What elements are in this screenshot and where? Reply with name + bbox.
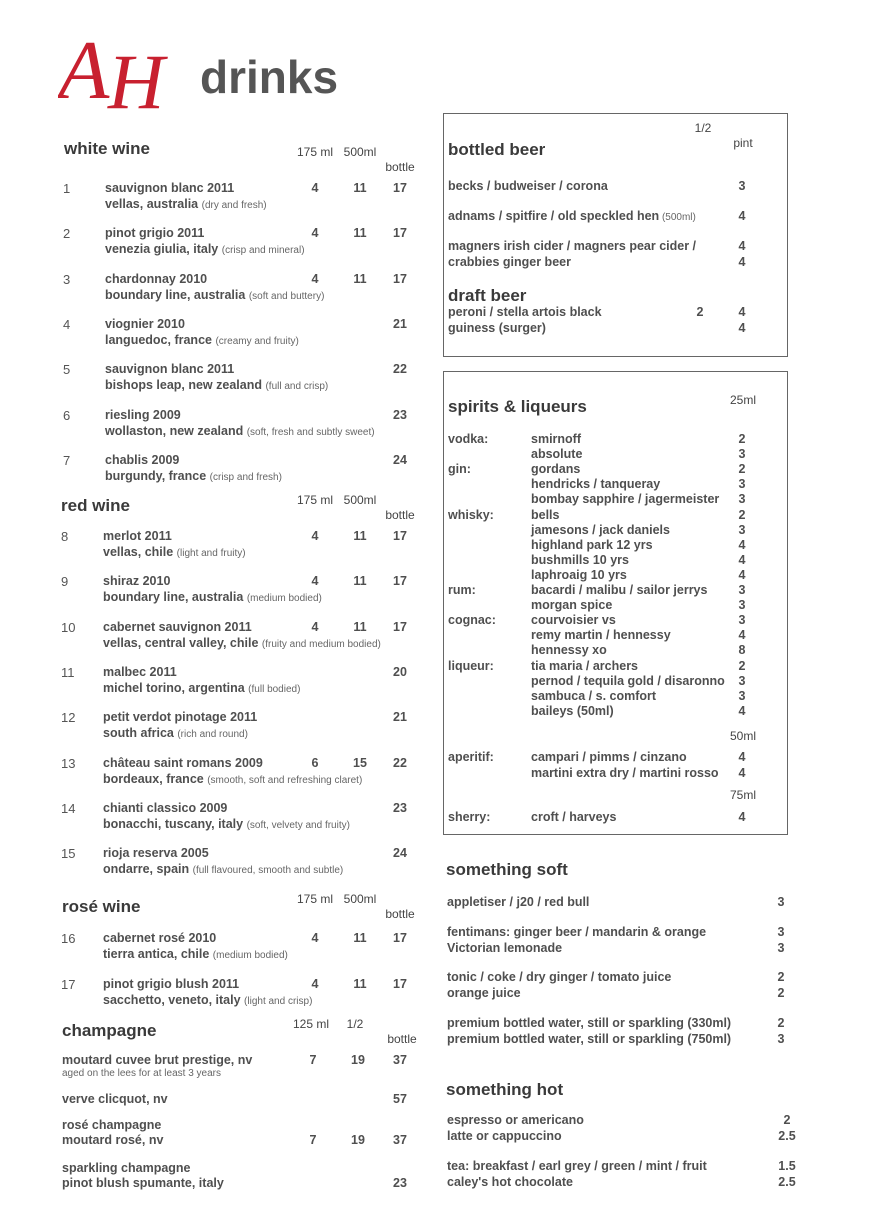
wine-origin: michel torino, argentina (full bodied)	[103, 680, 301, 695]
measure-75ml: 75ml	[729, 788, 756, 802]
spirit-name: pernod / tequila gold / disaronno	[531, 673, 725, 688]
price-flute: 7	[309, 1133, 317, 1147]
spirit-category: whisky:	[448, 507, 494, 522]
price-carafe: 11	[353, 529, 367, 543]
col-header-bottle: bottle	[385, 508, 415, 522]
price-carafe: 11	[353, 931, 367, 945]
price: 2.5	[778, 1174, 796, 1189]
section-heading: spirits & liqueurs	[448, 397, 587, 416]
spirit-name: courvoisier vs	[531, 613, 616, 628]
price-bottle: 17	[393, 529, 407, 543]
price-carafe: 15	[353, 755, 367, 770]
wine-name: shiraz 2010	[103, 574, 171, 589]
wine-origin: boundary line, australia (soft and buttery)	[105, 287, 325, 302]
champagne-name: moutard cuvee brut prestige, nv	[62, 1053, 253, 1067]
col-header-half-bottle: 1/2	[346, 1017, 364, 1031]
soft-drink-name: premium bottled water, still or sparkling (330ml)	[447, 1016, 732, 1030]
section-heading: red wine	[61, 496, 130, 515]
col-header-carafe: 500ml	[343, 493, 377, 507]
spirit-name: highland park 12 yrs	[531, 537, 653, 552]
col-header-flute: 125 ml	[292, 1017, 330, 1031]
price-25ml: 2	[738, 658, 746, 673]
section-heading: draft beer	[448, 286, 527, 305]
spirit-name: bacardi / malibu / sailor jerrys	[531, 583, 708, 597]
price-bottle: 17	[393, 271, 407, 286]
hot-drink-name: caley's hot chocolate	[447, 1174, 573, 1189]
measure-25ml: 25ml	[729, 393, 756, 407]
wine-name: chablis 2009	[105, 452, 180, 467]
price-bottle: 17	[393, 226, 407, 241]
section-heading: something soft	[446, 860, 568, 879]
col-header-carafe: 500ml	[343, 892, 377, 906]
wine-origin: bonacchi, tuscany, italy (soft, velvety and fruity)	[103, 816, 350, 831]
wine-name: sauvignon blanc 2011	[105, 362, 235, 377]
beer-name: crabbies ginger beer	[448, 255, 571, 269]
section-heading: champagne	[62, 1021, 157, 1040]
price: 2.5	[778, 1128, 796, 1143]
page-title: drinks	[200, 51, 339, 103]
beer-name: adnams / spitfire / old speckled hen (500ml)	[448, 209, 696, 223]
price-bottle: 21	[393, 710, 407, 725]
wine-name: malbec 2011	[103, 664, 177, 679]
price-25ml: 3	[738, 492, 746, 507]
price: 2	[777, 970, 785, 984]
spirit-name: bells	[531, 507, 560, 522]
beer-name: peroni / stella artois black	[448, 305, 602, 319]
price-glass: 4	[311, 976, 319, 991]
price-bottle: 17	[393, 931, 407, 945]
wine-origin: boundary line, australia (medium bodied)	[103, 590, 322, 605]
spirit-name: remy martin / hennessy	[531, 628, 671, 643]
price-bottle: 24	[393, 846, 407, 861]
col-header-glass: 175 ml	[296, 145, 334, 159]
wine-origin: burgundy, france (crisp and fresh)	[105, 468, 282, 483]
spirit-name: smirnoff	[531, 432, 581, 446]
item-number: 16	[61, 931, 76, 946]
spirit-name: baileys (50ml)	[531, 703, 614, 718]
spirit-name: jamesons / jack daniels	[531, 522, 670, 537]
spirit-category: cognac:	[448, 613, 496, 628]
price-half-bottle: 19	[351, 1053, 365, 1067]
wine-name: chardonnay 2010	[105, 271, 208, 286]
champagne-category: rosé champagne	[62, 1118, 162, 1132]
price-pint: 4	[738, 305, 746, 319]
item-number: 4	[63, 316, 71, 332]
price-25ml: 3	[738, 598, 746, 613]
price-25ml: 4	[738, 703, 746, 718]
beer-name: becks / budweiser / corona	[448, 179, 608, 193]
price: 3	[777, 940, 785, 955]
price-bottle: 23	[393, 1176, 407, 1190]
logo-letter-h: H	[108, 38, 165, 118]
price: 1.5	[778, 1159, 796, 1173]
price-pint: 4	[738, 209, 746, 223]
price-glass: 6	[311, 755, 319, 770]
price-bottle: 17	[393, 976, 407, 991]
soft-drink-name: tonic / coke / dry ginger / tomato juice	[447, 970, 672, 984]
price-half-bottle: 19	[351, 1133, 365, 1147]
price-bottle: 24	[393, 452, 407, 467]
spirit-name: laphroaig 10 yrs	[531, 567, 627, 582]
price-carafe: 11	[353, 619, 367, 634]
price-bottle: 23	[393, 407, 407, 422]
price-pint: 4	[738, 321, 746, 335]
champagne-name: moutard rosé, nv	[62, 1133, 164, 1147]
price-carafe: 11	[353, 271, 367, 286]
item-number: 14	[61, 800, 76, 816]
section-heading: rosé wine	[62, 897, 141, 916]
beer-name: magners irish cider / magners pear cider /	[448, 239, 697, 253]
spirit-category: sherry:	[448, 810, 491, 824]
section-heading: white wine	[64, 139, 150, 158]
wine-name: château saint romans 2009	[103, 755, 263, 770]
price-bottle: 21	[393, 316, 407, 331]
col-header-carafe: 500ml	[343, 145, 377, 159]
wine-origin: bishops leap, new zealand (full and crisp)	[105, 378, 329, 393]
col-header-bottle: bottle	[385, 160, 415, 174]
champagne-note: aged on the lees for at least 3 years	[62, 1068, 221, 1079]
item-number: 7	[63, 452, 71, 468]
item-number: 3	[63, 271, 71, 287]
price-bottle: 37	[393, 1053, 407, 1067]
col-header-glass: 175 ml	[296, 493, 334, 507]
price-pint: 3	[738, 179, 746, 193]
wine-name: cabernet sauvignon 2011	[103, 619, 252, 634]
price-bottle: 17	[393, 619, 407, 634]
item-number: 13	[61, 755, 76, 771]
ah-logo	[58, 18, 208, 118]
price: 3	[777, 1031, 785, 1046]
wine-origin: sacchetto, veneto, italy (light and crisp)	[103, 992, 313, 1007]
price-carafe: 11	[353, 226, 367, 241]
wine-name: riesling 2009	[105, 407, 181, 422]
price: 2	[777, 985, 785, 1000]
price: 3	[777, 925, 785, 939]
champagne-category: sparkling champagne	[62, 1161, 191, 1175]
spirit-name: tia maria / archers	[531, 658, 639, 673]
soft-drink-name: fentimans: ginger beer / mandarin & orange	[447, 925, 707, 939]
logo-letter-a: A	[58, 24, 110, 117]
price-50ml: 4	[738, 765, 746, 780]
item-number: 15	[61, 846, 76, 862]
price-25ml: 4	[738, 567, 746, 582]
price-glass: 4	[311, 931, 319, 945]
section-heading: something hot	[446, 1080, 564, 1099]
spirit-name: martini extra dry / martini rosso	[531, 765, 719, 780]
spirit-name: hennessy xo	[531, 643, 607, 658]
price-25ml: 4	[738, 628, 746, 643]
soft-drink-name: Victorian lemonade	[447, 940, 563, 955]
price-50ml: 4	[738, 750, 746, 764]
champagne-name: pinot blush spumante, italy	[62, 1176, 224, 1190]
hot-drink-name: tea: breakfast / earl grey / green / mint / fruit	[447, 1159, 707, 1173]
item-number: 6	[63, 407, 71, 423]
wine-origin: ondarre, spain (full flavoured, smooth and subtle)	[103, 862, 344, 877]
price-25ml: 2	[738, 432, 746, 446]
wine-origin: bordeaux, france (smooth, soft and refreshing claret)	[103, 771, 363, 786]
col-header-bottle: bottle	[385, 907, 415, 921]
item-number: 1	[63, 181, 71, 196]
price-glass: 4	[311, 181, 319, 195]
item-number: 2	[63, 226, 71, 242]
price: 2	[777, 1016, 785, 1030]
price-carafe: 11	[353, 976, 367, 991]
item-number: 9	[61, 574, 69, 590]
wine-origin: venezia giulia, italy (crisp and mineral)	[105, 242, 305, 257]
spirit-name: croft / harveys	[531, 810, 617, 824]
price-bottle: 37	[393, 1133, 407, 1147]
wine-origin: vellas, central valley, chile (fruity and medium bodied)	[103, 635, 381, 650]
spirit-name: campari / pimms / cinzano	[531, 750, 687, 764]
wine-name: sauvignon blanc 2011	[105, 181, 235, 195]
price-bottle: 22	[393, 755, 407, 770]
col-header-glass: 175 ml	[296, 892, 334, 906]
price-flute: 7	[309, 1053, 317, 1067]
wine-name: merlot 2011	[103, 529, 172, 543]
spirit-category: vodka:	[448, 432, 489, 446]
wine-origin: wollaston, new zealand (soft, fresh and subtly sweet)	[105, 423, 375, 438]
wine-origin: vellas, australia (dry and fresh)	[105, 197, 267, 211]
price-25ml: 2	[738, 462, 746, 477]
measure-50ml: 50ml	[729, 729, 756, 743]
wine-origin: tierra antica, chile (medium bodied)	[103, 947, 288, 961]
item-number: 12	[61, 710, 76, 726]
section-heading: bottled beer	[448, 140, 546, 159]
price-25ml: 8	[738, 643, 746, 658]
spirit-category: liqueur:	[448, 658, 494, 673]
wine-name: cabernet rosé 2010	[103, 931, 217, 945]
price-bottle: 23	[393, 800, 407, 815]
price-25ml: 3	[738, 583, 746, 597]
item-number: 5	[63, 362, 71, 378]
col-header-pint: pint	[733, 136, 753, 150]
col-header-bottle: bottle	[387, 1032, 417, 1046]
price-glass: 4	[311, 271, 319, 286]
price-25ml: 3	[738, 688, 746, 703]
item-number: 10	[61, 619, 76, 635]
spirit-name: absolute	[531, 447, 583, 462]
item-number: 11	[61, 664, 75, 680]
wine-origin: languedoc, france (creamy and fruity)	[105, 332, 299, 347]
price-25ml: 2	[738, 507, 746, 522]
wine-name: chianti classico 2009	[103, 800, 228, 815]
soft-drink-name: appletiser / j20 / red bull	[447, 895, 590, 909]
spirit-name: bushmills 10 yrs	[531, 552, 629, 567]
item-number: 8	[61, 529, 69, 544]
price-bottle: 20	[393, 664, 407, 679]
price-glass: 4	[311, 619, 319, 634]
soft-drink-name: orange juice	[447, 985, 521, 1000]
spirit-name: hendricks / tanqueray	[531, 477, 661, 492]
beer-name: guiness (surger)	[448, 321, 546, 335]
price-25ml: 3	[738, 673, 746, 688]
spirit-name: gordans	[531, 462, 581, 477]
price-25ml: 3	[738, 477, 746, 492]
price-25ml: 3	[738, 447, 746, 462]
wine-name: pinot grigio 2011	[105, 226, 205, 241]
price-25ml: 4	[738, 537, 746, 552]
hot-drink-name: latte or cappuccino	[447, 1128, 562, 1143]
price-glass: 4	[311, 574, 319, 589]
champagne-name: verve clicquot, nv	[62, 1092, 168, 1106]
spirit-name: sambuca / s. comfort	[531, 688, 657, 703]
price-25ml: 3	[738, 522, 746, 537]
col-header-half-pint: 1/2	[694, 121, 712, 135]
price-pint: 4	[738, 239, 746, 253]
price: 3	[777, 895, 785, 909]
price-75ml: 4	[738, 810, 746, 824]
price-carafe: 11	[353, 574, 367, 589]
wine-name: viognier 2010	[105, 316, 185, 331]
spirit-name: morgan spice	[531, 598, 613, 613]
price-bottle: 17	[393, 574, 407, 589]
price-half-pint: 2	[696, 305, 704, 319]
wine-name: rioja reserva 2005	[103, 846, 209, 861]
price-pint: 4	[738, 255, 746, 269]
price-25ml: 4	[738, 552, 746, 567]
wine-origin: south africa (rich and round)	[103, 726, 248, 741]
wine-origin: vellas, chile (light and fruity)	[103, 545, 246, 559]
wine-name: pinot grigio blush 2011	[103, 976, 240, 991]
price-glass: 4	[311, 529, 319, 543]
spirit-category: gin:	[448, 462, 471, 477]
price-bottle: 57	[393, 1092, 407, 1106]
hot-drink-name: espresso or americano	[447, 1113, 584, 1127]
item-number: 17	[61, 976, 76, 992]
spirit-category: rum:	[448, 583, 476, 597]
price-carafe: 11	[353, 181, 367, 195]
price-bottle: 17	[393, 181, 407, 195]
price-glass: 4	[311, 226, 319, 241]
price-25ml: 3	[738, 613, 746, 628]
spirit-category: aperitif:	[448, 750, 494, 764]
spirit-name: bombay sapphire / jagermeister	[531, 492, 720, 507]
price: 2	[783, 1113, 791, 1127]
wine-name: petit verdot pinotage 2011	[103, 710, 258, 725]
price-bottle: 22	[393, 362, 407, 377]
soft-drink-name: premium bottled water, still or sparkling (750ml)	[447, 1031, 732, 1046]
